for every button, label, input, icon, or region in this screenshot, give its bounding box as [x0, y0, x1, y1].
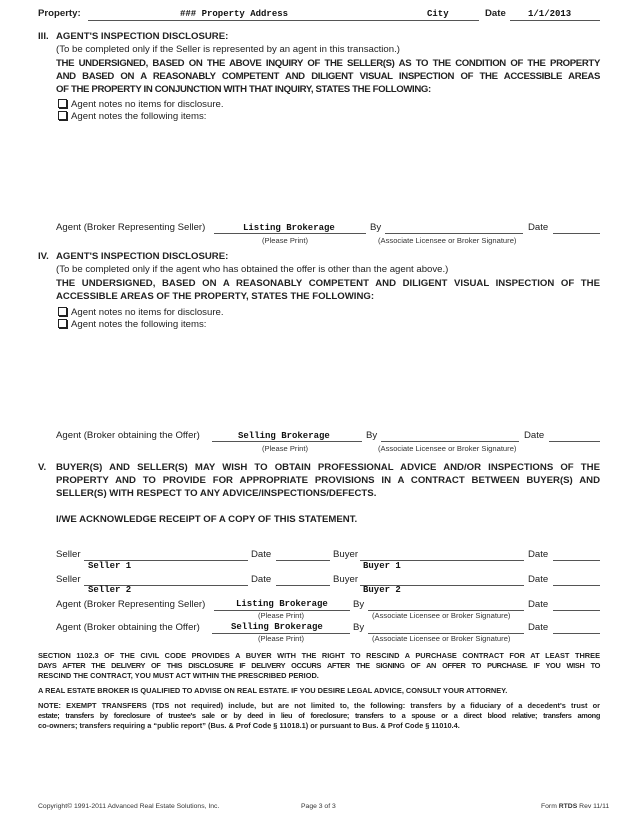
section5-acknowledge: I/WE ACKNOWLEDGE RECEIPT OF A COPY OF THIS STATEMENT.	[56, 514, 358, 525]
seller1-name-field[interactable]: Seller 1	[88, 561, 132, 571]
section4-option-items[interactable]: Agent notes the following items:	[58, 319, 206, 330]
header-date-field[interactable]: 1/1/2013	[528, 9, 572, 19]
section3-caps-line2: AND BASED ON A REASONABLY COMPETENT AND DILIGENT VISUAL INSPECTION OF THE ACCESSIBLE AREAS	[56, 71, 600, 82]
header-date-line	[510, 20, 600, 21]
section3-agent-field[interactable]: Listing Brokerage	[243, 223, 335, 233]
section4-assoc-caption: (Associate Licensee or Broker Signature)	[378, 444, 517, 453]
seller2-date-line[interactable]	[276, 585, 330, 586]
section3-number: III.	[38, 31, 49, 42]
exempt-note-line3: co-owners; transfers requiring a “public report” (Bus. & Prof Code § 11018.1) or pursuant to Bus. & Prof Code § 11010.4.	[38, 721, 460, 730]
agent-offer-field[interactable]: Selling Brokerage	[231, 622, 323, 632]
section4-by-line[interactable]	[381, 441, 519, 442]
seller2-date-label: Date	[251, 574, 272, 585]
section5-line1: BUYER(S) AND SELLER(S) MAY WISH TO OBTAIN PROFESSIONAL ADVICE AND/OR INSPECTIONS OF THE	[56, 462, 600, 473]
section4-date-label: Date	[524, 430, 545, 441]
agent-seller-please-print: (Please Print)	[258, 611, 305, 620]
section4-subtitle: (To be completed only if the agent who has obtained the offer is other than the agent above.)	[56, 264, 449, 275]
footer-copyright: Copyright© 1991-2011 Advanced Real Estate Solutions, Inc.	[38, 803, 220, 810]
agent-seller-assoc-caption: (Associate Licensee or Broker Signature)	[372, 611, 511, 620]
buyer2-name-field[interactable]: Buyer 2	[363, 585, 401, 595]
seller2-name-field[interactable]: Seller 2	[88, 585, 132, 595]
civil-code-notice-line1: SECTION 1102.3 OF THE CIVIL CODE PROVIDES A BUYER WITH THE RIGHT TO RESCIND A PURCHASE CONTRACT FOR AT LEAST THREE	[38, 651, 600, 660]
seller2-label: Seller	[56, 574, 81, 585]
agent-offer-assoc-caption: (Associate Licensee or Broker Signature)	[372, 634, 511, 643]
agent-seller-by-label: By	[353, 599, 365, 610]
section3-title: AGENT'S INSPECTION DISCLOSURE:	[56, 31, 229, 42]
section4-caps-line1: THE UNDERSIGNED, BASED ON A REASONABLY COMPETENT AND DILIGENT VISUAL INSPECTION OF THE	[56, 278, 600, 289]
checkbox-no-items-icon[interactable]	[58, 307, 67, 316]
section4-caps-line2: ACCESSIBLE AREAS OF THE PROPERTY, STATES THE FOLLOWING:	[56, 291, 375, 302]
agent-seller-date-line[interactable]	[553, 610, 600, 611]
seller1-label: Seller	[56, 549, 81, 560]
section3-date-line[interactable]	[553, 233, 600, 234]
seller1-date-line[interactable]	[276, 560, 330, 561]
property-line	[88, 20, 479, 21]
exempt-note-line1: NOTE: EXEMPT TRANSFERS (TDS not required) include, but are not limited to, the following: transfers by a fiduciary of a decedent's trust or	[38, 701, 600, 710]
section3-agent-line	[214, 233, 366, 234]
section3-please-print: (Please Print)	[262, 236, 309, 245]
buyer1-date-label: Date	[528, 549, 549, 560]
section4-agent-label: Agent (Broker obtaining the Offer)	[56, 430, 200, 441]
agent-offer-date-line[interactable]	[553, 633, 600, 634]
section3-subtitle: (To be completed only if the Seller is represented by an agent in this transaction.)	[56, 44, 400, 55]
section4-agent-field[interactable]: Selling Brokerage	[238, 431, 330, 441]
checkbox-no-items-icon[interactable]	[58, 99, 67, 108]
section5-line2: PROPERTY AND TO PROVIDE FOR APPROPRIATE PROVISIONS IN A CONTRACT BETWEEN BUYER(S) AND	[56, 475, 600, 486]
section4-please-print: (Please Print)	[262, 444, 309, 453]
section4-by-label: By	[366, 430, 378, 441]
buyer2-date-line[interactable]	[553, 585, 600, 586]
footer-page-number: Page 3 of 3	[301, 803, 336, 810]
broker-notice: A REAL ESTATE BROKER IS QUALIFIED TO ADVISE ON REAL ESTATE. IF YOU DESIRE LEGAL ADVICE, CONSULT YOUR ATTORNEY.	[38, 686, 508, 695]
footer-form-id: Form RTDS Rev 11/11	[541, 803, 610, 810]
buyer1-date-line[interactable]	[553, 560, 600, 561]
section3-by-label: By	[370, 222, 382, 233]
header-date-label: Date	[485, 8, 506, 19]
section3-caps-line1: THE UNDERSIGNED, BASED ON THE ABOVE INQUIRY OF THE SELLER(S) AS TO THE CONDITION OF THE PROPERTY	[56, 58, 600, 69]
buyer1-name-field[interactable]: Buyer 1	[363, 561, 401, 571]
agent-offer-label: Agent (Broker obtaining the Offer)	[56, 622, 200, 633]
property-city-field[interactable]: City	[427, 9, 449, 19]
buyer2-label: Buyer	[333, 574, 359, 585]
checkbox-items-icon[interactable]	[58, 111, 67, 120]
agent-seller-field[interactable]: Listing Brokerage	[236, 599, 328, 609]
section3-by-line[interactable]	[385, 233, 523, 234]
property-address-field[interactable]: ### Property Address	[180, 9, 289, 19]
agent-seller-label: Agent (Broker Representing Seller)	[56, 599, 206, 610]
section5-line3: SELLER(S) WITH RESPECT TO ANY ADVICE/INSPECTIONS/DEFECTS.	[56, 488, 377, 499]
section5-number: V.	[38, 462, 47, 473]
section3-caps-line3: OF THE PROPERTY IN CONJUNCTION WITH THAT INQUIRY, STATES THE FOLLOWING:	[56, 84, 431, 95]
seller1-date-label: Date	[251, 549, 272, 560]
civil-code-notice-line3: RESCIND THE CONTRACT, YOU MUST ACT WITHIN THE PRESCRIBED PERIOD.	[38, 671, 319, 680]
buyer2-date-label: Date	[528, 574, 549, 585]
civil-code-notice-line2: DAYS AFTER THE DELIVERY OF THIS DISCLOSURE IF DELIVERY OCCURS AFTER THE SIGNING OF AN OFFER TO PURCHASE. IF YOU WISH TO	[38, 661, 600, 670]
section3-option-items[interactable]: Agent notes the following items:	[58, 111, 206, 122]
section3-option-no-items[interactable]: Agent notes no items for disclosure.	[58, 99, 224, 110]
section3-assoc-caption: (Associate Licensee or Broker Signature)	[378, 236, 517, 245]
agent-offer-by-label: By	[353, 622, 365, 633]
section4-option-no-items[interactable]: Agent notes no items for disclosure.	[58, 307, 224, 318]
agent-offer-date-label: Date	[528, 622, 549, 633]
section4-number: IV.	[38, 251, 49, 262]
agent-offer-please-print: (Please Print)	[258, 634, 305, 643]
section3-agent-label: Agent (Broker Representing Seller)	[56, 222, 206, 233]
section4-date-line[interactable]	[549, 441, 600, 442]
buyer1-label: Buyer	[333, 549, 359, 560]
section3-date-label: Date	[528, 222, 549, 233]
property-label: Property:	[38, 8, 81, 19]
agent-seller-date-label: Date	[528, 599, 549, 610]
exempt-note-line2: estate; transfers by foreclosure of trustee's sale or by deed in lieu of foreclosure; transfers to a spouse or a direct blood relative; transfers among	[38, 711, 600, 720]
section4-agent-line	[212, 441, 362, 442]
section4-title: AGENT'S INSPECTION DISCLOSURE:	[56, 251, 229, 262]
checkbox-items-icon[interactable]	[58, 319, 67, 328]
